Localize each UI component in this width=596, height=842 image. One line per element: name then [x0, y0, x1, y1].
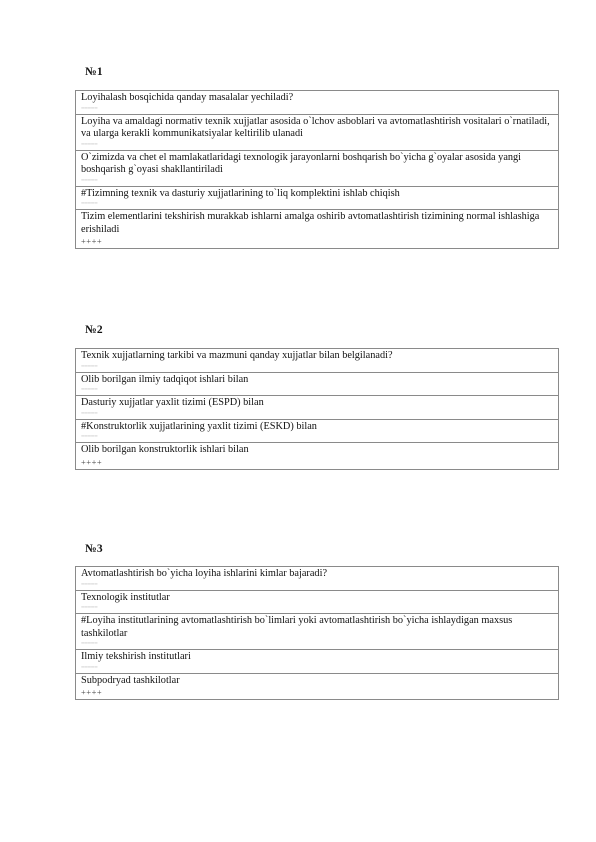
answer-text: Subpodryad tashkilotlar — [81, 674, 180, 686]
separator-marker: ===== — [81, 640, 98, 647]
answer-text: Ilmiy tekshirish institutlari — [81, 651, 191, 662]
question-row — [76, 567, 558, 591]
question-number: №2 — [85, 324, 103, 336]
answer-row-correct — [76, 420, 558, 444]
answer-text: O`zimizda va chet el mamlakatlaridagi texnologik jarayonlarni boshqarish bo`yicha g`oyalar asosida yangi boshqarish g`oyasi shakllantiriladi — [81, 151, 522, 175]
answer-row-correct — [76, 614, 558, 650]
end-marker: ++++ — [81, 456, 103, 467]
answer-text: Texnologik institutlar — [81, 591, 170, 603]
question-text: Texnik xujjatlarning tarkibi va mazmuni qanday xujjatlar bilan belgilanadi? — [81, 350, 393, 361]
question-table — [75, 566, 559, 700]
answer-text: Olib borilgan konstruktorlik ishlari bilan — [81, 444, 249, 455]
answer-row — [76, 674, 558, 701]
end-marker: ++++ — [81, 236, 103, 246]
separator-marker: ===== — [81, 386, 98, 393]
question-number: №1 — [85, 66, 103, 78]
answer-text: #Konstruktorlik xujjatlarining yaxlit tizimi (ESKD) bilan — [81, 420, 317, 432]
question-table — [75, 90, 559, 249]
answer-text: #Loyiha institutlarining avtomatlashtirish bo`limlari yoki avtomatlashtirish bo`yicha ishlaydigan maxsus tashkilotlar — [81, 615, 513, 639]
question-text: Avtomatlashtirish bo`yicha loyiha ishlarini kimlar bajaradi? — [81, 568, 328, 579]
separator-marker: ===== — [81, 362, 98, 370]
answer-row — [76, 115, 558, 151]
separator-marker: ===== — [81, 140, 98, 148]
question-number: №3 — [85, 543, 103, 555]
answer-row — [76, 443, 558, 470]
question-row — [76, 91, 558, 115]
answer-text: Olib borilgan ilmiy tadqiqot ishlari bilan — [81, 373, 249, 385]
answer-row — [76, 210, 558, 249]
separator-marker: ===== — [81, 176, 98, 184]
separator-marker: ===== — [81, 604, 98, 611]
question-row — [76, 349, 558, 373]
answer-row — [76, 650, 558, 674]
answer-row — [76, 396, 558, 420]
answer-text: Dasturiy xujjatlar yaxlit tizimi (ESPD) bilan — [81, 397, 264, 408]
separator-marker: ===== — [81, 580, 98, 588]
separator-marker: ===== — [81, 200, 98, 207]
end-marker: ++++ — [81, 687, 103, 697]
separator-marker: ===== — [81, 104, 98, 112]
question-text: Loyihalash bosqichida qanday masalalar yechiladi? — [81, 92, 294, 103]
answer-row — [76, 151, 558, 187]
answer-row — [76, 591, 558, 615]
separator-marker: ===== — [81, 663, 98, 671]
separator-marker: ===== — [81, 409, 98, 417]
answer-row-correct — [76, 187, 558, 211]
answer-text: Loyiha va amaldagi normativ texnik xujjatlar asosida o`lchov asboblari va avtomatlashtirish vositalari o`rnatiladi, va ularga kerakli kommunikatsiyalar keltirilib ulanadi — [81, 115, 550, 139]
answer-row — [76, 373, 558, 397]
separator-marker: ===== — [81, 433, 98, 440]
answer-text: #Tizimning texnik va dasturiy xujjatlarining to`liq komplektini ishlab chiqish — [81, 187, 400, 199]
question-table — [75, 348, 559, 470]
answer-text: Tizim elementlarini tekshirish murakkab ishlarni amalga oshirib avtomatlashtirish tizimining normal ishlashiga erishiladi — [81, 211, 540, 235]
